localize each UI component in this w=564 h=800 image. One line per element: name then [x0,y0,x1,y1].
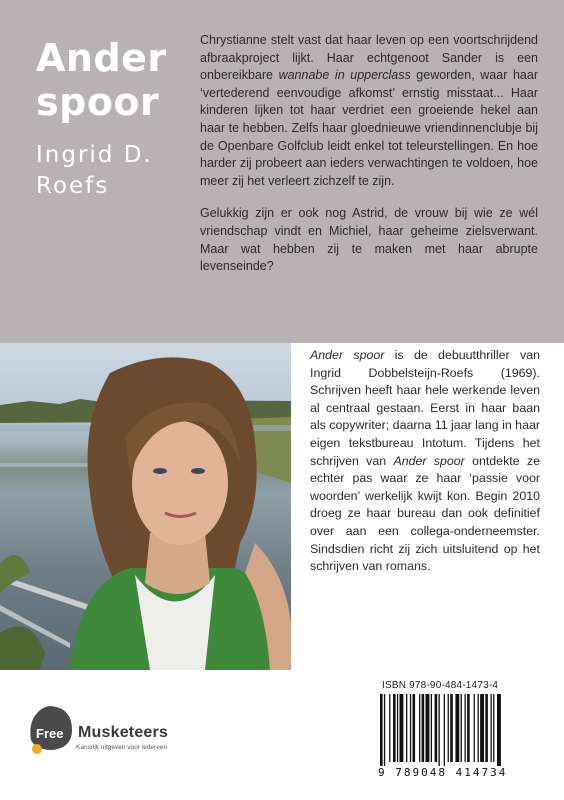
isbn-number: ISBN 978-90-484-1473-4 [382,680,499,691]
author-photo [0,343,291,670]
bio-italic-title: Ander spoor [310,348,385,362]
publisher-tagline: Kansrijk uitgeven voor iedereen [76,744,168,751]
blurb-italic-text: wannabe in upperclass [278,68,411,83]
book-title [36,36,167,124]
isbn-barcode [378,680,542,782]
title-line-2: spoor [36,80,160,124]
blurb-text: Chrystianne stelt vast dat haar leven op een voortschrijdend afbraakproject lijkt. Haar echtgenoot Sander is een onbereikbare [200,33,538,83]
barcode-bars [378,694,542,766]
bio-text: is de debuutthriller van Ingrid Dobbelsteijn-Roefs (1969). Schrijven heeft haar hele werkende leven al centraal gestaan. Eerst in haar baan als copywriter; daarna 11 jaar lang in haar eigen tekstbureau Intotum. Tijdens het schrijven van [310,348,540,468]
barcode-digits: 9 789048 414734 [378,766,508,779]
back-cover-blurb [200,32,538,291]
publisher-name: Musketeers [78,724,169,741]
author-line-2: Roefs [36,173,110,199]
bio-italic-title: Ander spoor [393,453,465,468]
author-line-1: Ingrid D. [36,142,153,168]
author-bio [310,347,540,576]
blurb-paragraph-1 [200,32,538,190]
bio-text: ontdekte ze echter pas waar ze haar ‘passie voor woorden’ werkelijk kwijt kon. Begin 2010 droeg ze haar bureau dan ook definitief over aan een collega-onderneemster. Sindsdien richt zij zich uitsluitend op het schrijven van romans. [310,453,540,574]
blurb-paragraph-2: Gelukkig zijn er ook nog Astrid, de vrouw bij wie ze wél vriendschap vindt en Michiel, haar geheime zielsverwant. Maar wat hebben zij te maken met haar abrupte levenseinde? [200,206,538,274]
blurb-text: geworden, waar haar ‘vertederend eenvoudige afkomst’ ernstig misstaat... Haar kinderen lijken tot haar verdriet een groeiende hekel aan haar te hebben. Zelfs haar gloednieuwe vriendinnenclubje bij de Openbare Golfclub leidt enkel tot teleurstellingen. En hoe harder zij probeert aan ieders verwachtingen te voldoen, hoe meer zij het verleert zichzelf te zijn. [200,68,538,188]
publisher-free-text: Free [36,726,64,741]
author-photo-illustration [0,343,291,670]
title-line-1: Ander [36,36,167,80]
publisher-logo [28,704,198,764]
author-name [36,140,153,202]
